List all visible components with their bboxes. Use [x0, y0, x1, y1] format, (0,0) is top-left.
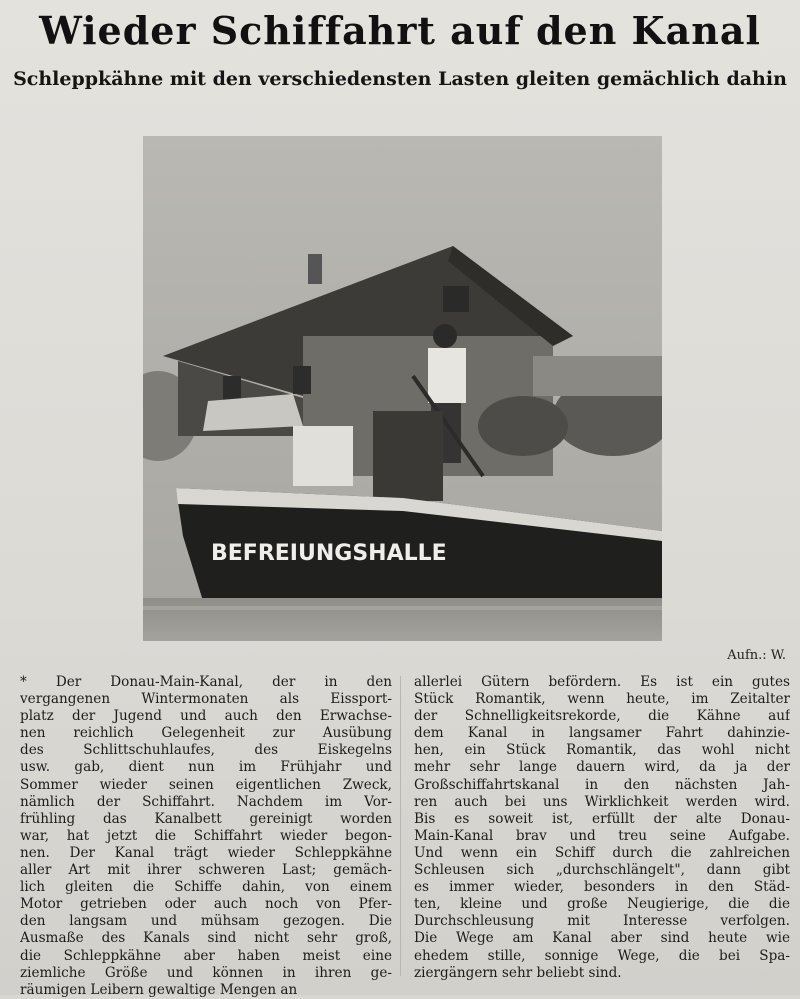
article-line: frühling das Kanalbett gereinigt worden [20, 810, 392, 827]
article-line: Durchschleusung mit Interesse verfolgen. [414, 913, 790, 930]
article-line: Die Wege am Kanal aber sind heute wie [414, 930, 790, 947]
article-line: mehr sehr lange dauern wird, da ja der [414, 759, 790, 776]
article-line: ren auch bei uns Wirklichkeit werden wird. [414, 793, 790, 810]
article-line: Sommer wieder seinen eigentlichen Zweck, [20, 776, 392, 793]
article-line: usw. gab, dient nun im Frühjahr und [20, 759, 392, 776]
article-line: hen, ein Stück Romantik, das wohl nicht [414, 742, 790, 759]
article-line: vergangenen Wintermonaten als Eissport- [20, 691, 392, 708]
article-line: Main-Kanal brav und treu seine Aufgabe. [414, 827, 790, 844]
photo-illustration [143, 136, 662, 641]
article-line: * Der Donau-Main-Kanal, der in den [20, 674, 392, 690]
article-line: lich gleiten die Schiffe dahin, von einem [20, 879, 392, 896]
boat-name-label: BEFREIUNGSHALLE [211, 541, 447, 566]
column-divider [400, 676, 401, 976]
article-line: räumigen Leibern gewaltige Mengen an [20, 981, 298, 998]
article-line: Und wenn ein Schiff durch die zahlreichen [414, 844, 790, 861]
article-line: es immer wieder, besonders in den Städ- [414, 879, 790, 896]
article-line: aller Art mit ihrer schweren Last; gemäch- [20, 862, 392, 879]
article-line: die Schleppkähne aber haben meist eine [20, 947, 392, 964]
article-line: Ausmaße des Kanals sind nicht sehr groß, [20, 930, 392, 947]
photo-canal-boat [143, 136, 662, 641]
article-line: Großschiffahrtskanal in den nächsten Jah- [414, 776, 790, 793]
article-line: platz der Jugend und auch den Erwachse- [20, 708, 392, 725]
article-line: des Schlittschuhlaufes, des Eiskegelns [20, 742, 392, 759]
article-line: nämlich der Schiffahrt. Nachdem im Vor- [20, 793, 392, 810]
article-line: ziemliche Größe und können in ihren ge- [20, 964, 392, 981]
article-line: nen. Der Kanal trägt wieder Schleppkähne [20, 844, 392, 861]
headline: Wieder Schiffahrt auf den Kanal [39, 8, 761, 53]
article-line: war, hat jetzt die Schiffahrt wieder begon- [20, 827, 392, 844]
article-column-left [20, 674, 392, 999]
article-line: ehedem stille, sonnige Wege, die bei Spa- [414, 947, 790, 964]
article-line: dem Kanal in langsamer Fahrt dahinzie- [414, 725, 790, 742]
article-line: ziergängern sehr beliebt sind. [414, 964, 622, 981]
article-line: Schleusen sich „durchschlängelt", dann gibt [414, 862, 790, 879]
article-line: ten, kleine und große Neugierige, die die [414, 896, 790, 913]
article-line: nen reichlich Gelegenheit zur Ausübung [20, 725, 392, 742]
article-line: allerlei Gütern befördern. Es ist ein gutes [414, 674, 790, 690]
article-line: Bis es soweit ist, erfüllt der alte Donau- [414, 810, 790, 827]
photo-credit: Aufn.: W. [727, 648, 786, 663]
article-line: Motor getrieben oder auch noch von Pfer- [20, 896, 392, 913]
article-column-right [414, 674, 790, 982]
subheadline: Schleppkähne mit den verschiedensten Lasten gleiten gemächlich dahin [13, 68, 787, 90]
article-line: Stück Romantik, wenn heute, im Zeitalter [414, 691, 790, 708]
article-line: den langsam und mühsam gezogen. Die [20, 913, 392, 930]
article-line: der Schnelligkeitsrekorde, die Kähne auf [414, 708, 790, 725]
